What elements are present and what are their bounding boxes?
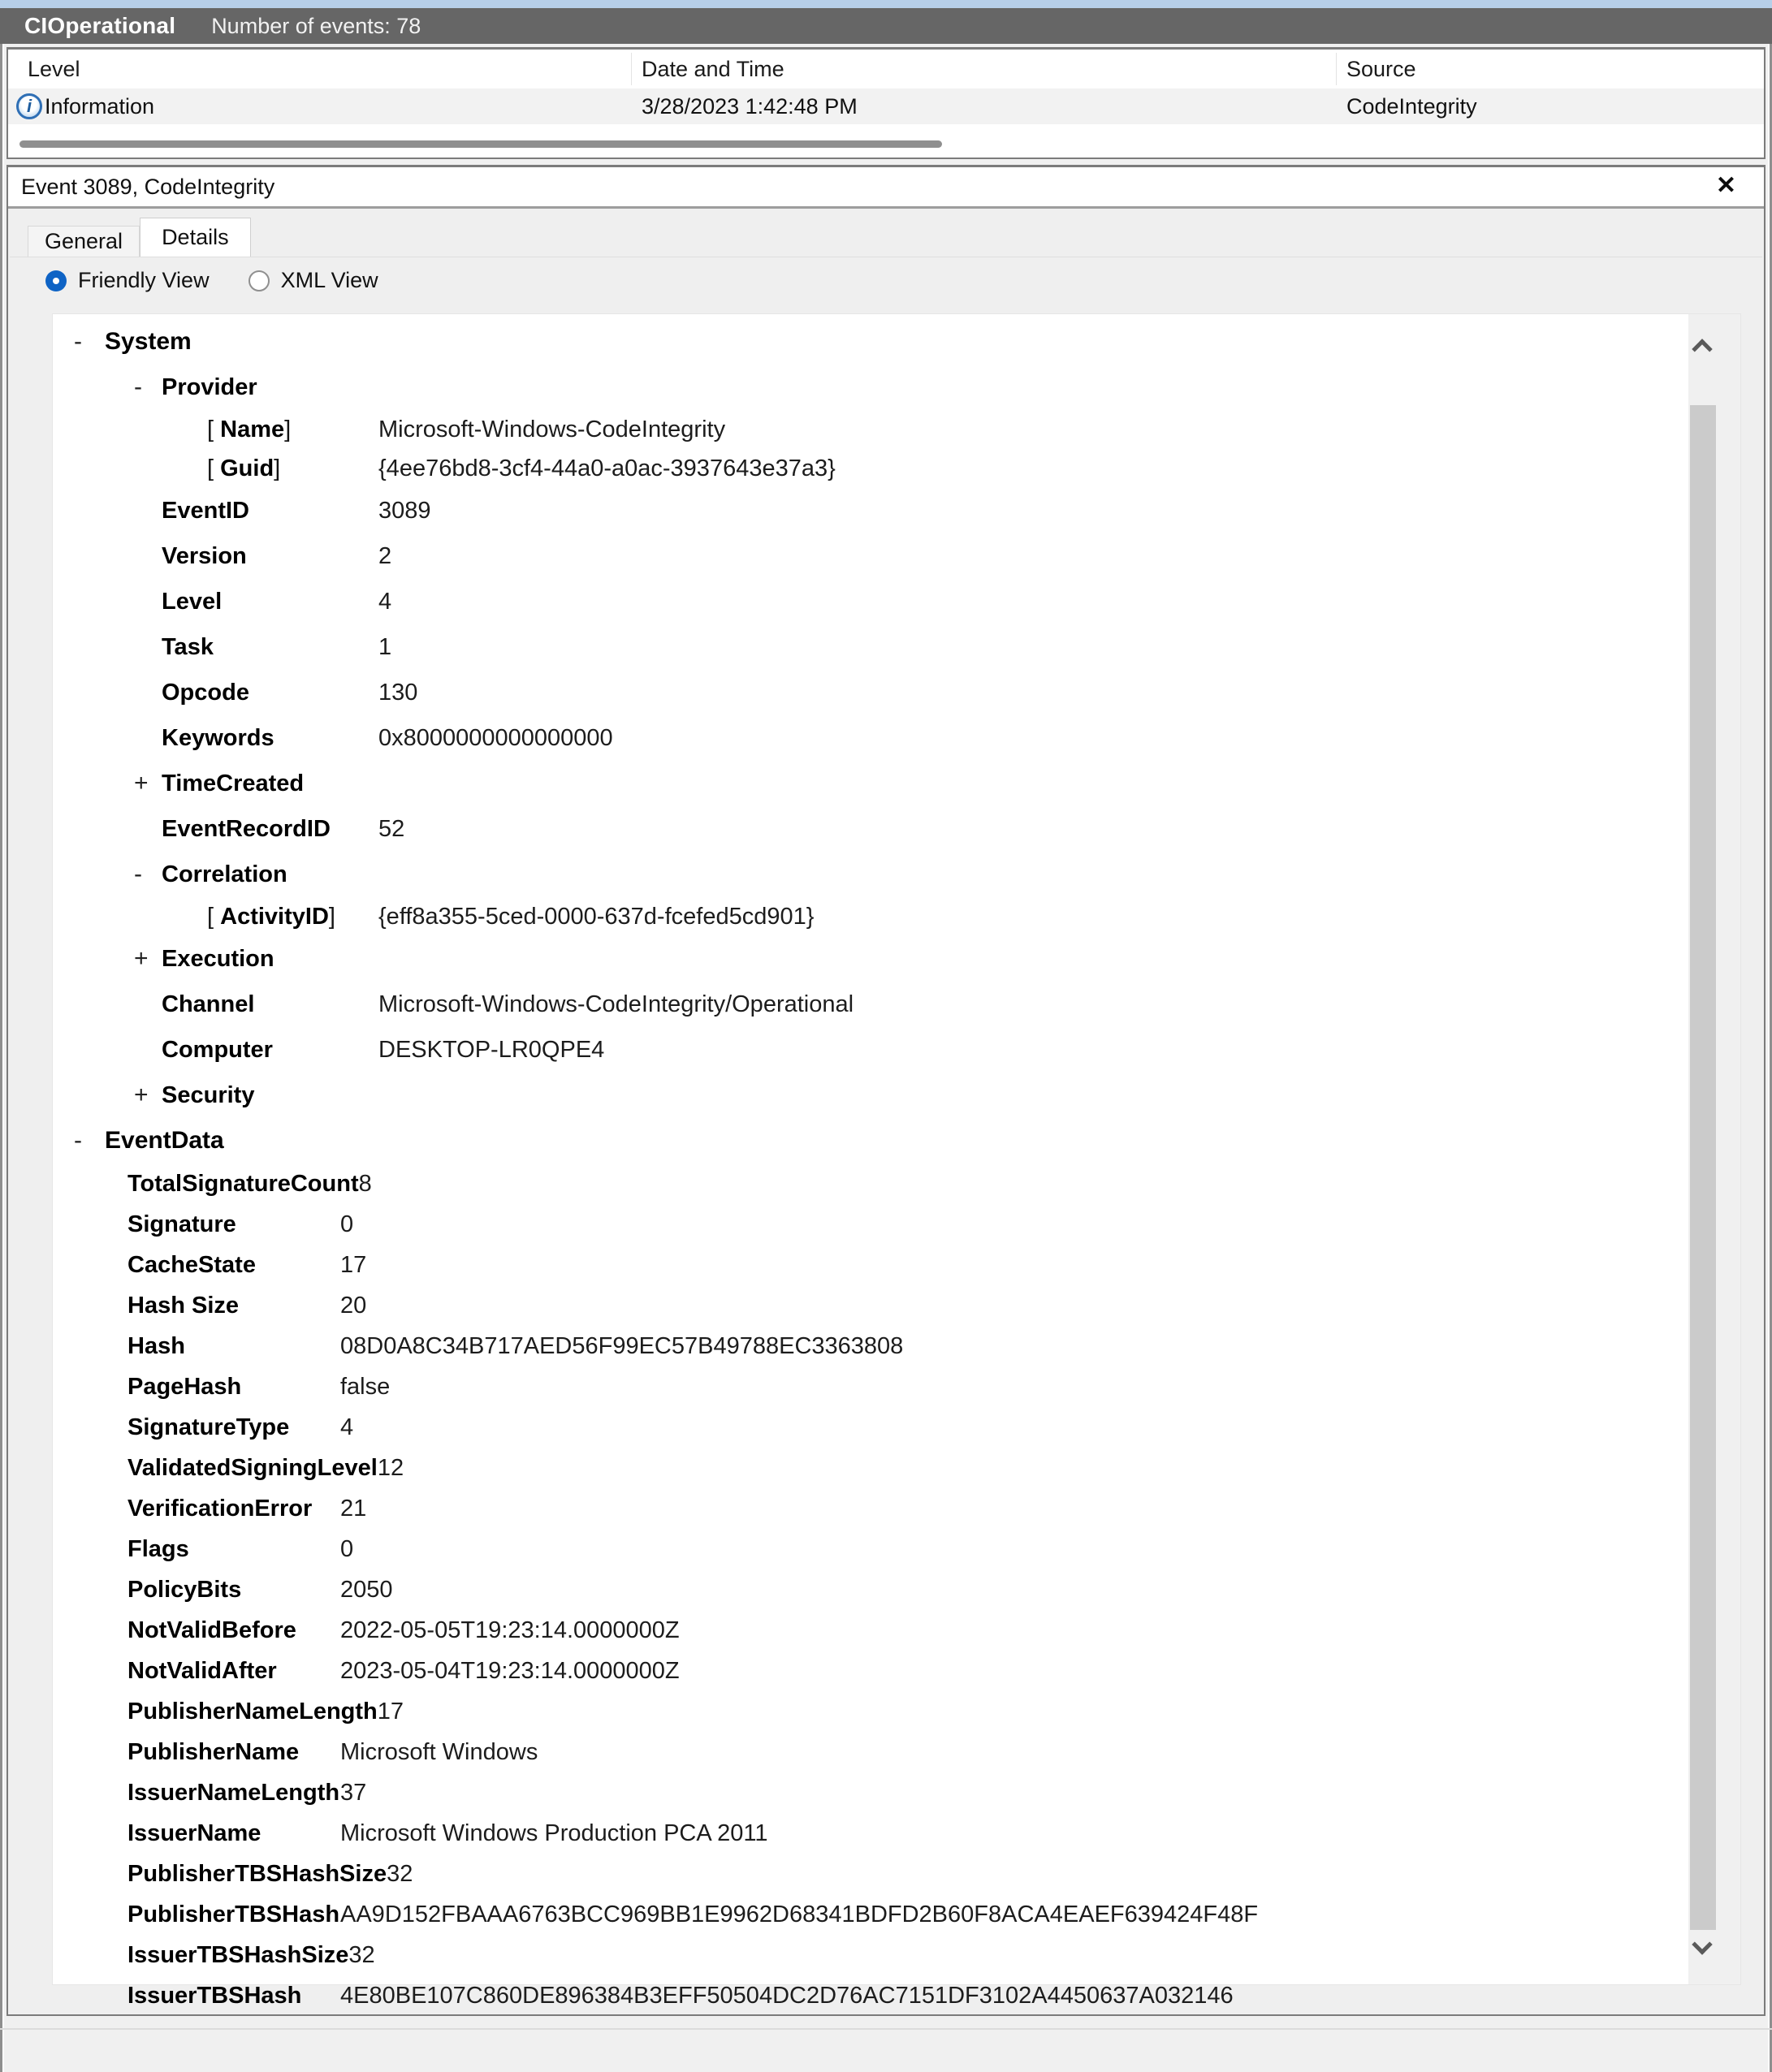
- tree-node-value: 8: [358, 1170, 372, 1197]
- friendly-view-label: Friendly View: [78, 268, 210, 292]
- xml-view-radio[interactable]: [249, 270, 270, 291]
- cell-level: Information: [45, 93, 155, 119]
- column-header-level[interactable]: Level: [28, 56, 80, 81]
- tree-row: [53, 1610, 1687, 1651]
- tree-node-label: Opcode: [162, 679, 249, 706]
- tree-attr-label: [ ActivityID]: [207, 903, 335, 930]
- tree-node-value: 0: [340, 1211, 354, 1237]
- tree-row: [53, 1163, 1687, 1204]
- window-bottom-divider: [0, 2028, 1772, 2030]
- tree-row: [53, 1935, 1687, 1975]
- tree-node-label: IssuerTBSHash: [127, 1982, 302, 2009]
- window-top-border: [0, 0, 1772, 8]
- tree-row: [53, 624, 1687, 670]
- tree-row: [53, 1285, 1687, 1326]
- tree-row: [53, 761, 1687, 806]
- vertical-scrollbar-thumb[interactable]: [1690, 405, 1716, 1930]
- tree-row: [53, 1488, 1687, 1529]
- tree-row: [53, 1326, 1687, 1366]
- tree-node-label: TimeCreated: [162, 770, 305, 796]
- tree-node-label: ValidatedSigningLevel: [127, 1454, 378, 1481]
- tree-node-label: EventData: [105, 1127, 224, 1154]
- tree-node-value: 4: [340, 1414, 354, 1440]
- tree-node-value: 130: [378, 679, 418, 706]
- tree-node-value: 0x8000000000000000: [378, 724, 613, 751]
- tree-row: [53, 982, 1687, 1027]
- tree-node-value: AA9D152FBAAA6763BCC969BB1E9962D68341BDFD2B60F8ACA4EAEF639424F48F: [340, 1901, 1259, 1927]
- tree-row: [53, 410, 1687, 449]
- tree-node-value: 21: [340, 1495, 367, 1522]
- tab-details[interactable]: Details: [140, 218, 251, 257]
- expand-toggle[interactable]: -: [74, 1127, 82, 1154]
- cell-date: 3/28/2023 1:42:48 PM: [642, 93, 858, 119]
- tree-node-label: Correlation: [162, 861, 287, 887]
- tree-node-label: PublisherName: [127, 1738, 300, 1765]
- tree-node-label: PageHash: [127, 1373, 242, 1400]
- tree-node-label: Version: [162, 542, 247, 569]
- tree-rows-container: [53, 319, 1687, 2009]
- tree-row: [53, 1245, 1687, 1285]
- tree-row: [53, 715, 1687, 761]
- tree-node-label: VerificationError: [127, 1495, 313, 1522]
- tree-node-label: PublisherTBSHash: [127, 1901, 340, 1927]
- tree-row: [53, 806, 1687, 852]
- expand-toggle[interactable]: -: [134, 373, 142, 400]
- close-icon[interactable]: ✕: [1715, 172, 1736, 199]
- tree-node-value: false: [340, 1373, 391, 1400]
- tree-node-label: PolicyBits: [127, 1576, 242, 1603]
- tree-node-value: 52: [378, 815, 405, 842]
- tree-node-value: 0: [340, 1535, 354, 1562]
- tree-row: [53, 1691, 1687, 1732]
- cell-source: CodeIntegrity: [1346, 93, 1477, 119]
- tree-row: [53, 1651, 1687, 1691]
- tree-node-value: {eff8a355-5ced-0000-637d-fcefed5cd901}: [378, 903, 815, 930]
- tree-node-value: 32: [387, 1860, 413, 1887]
- tree-row: [53, 936, 1687, 982]
- tree-node-value: 2: [378, 542, 392, 569]
- event-list-table: [6, 47, 1766, 159]
- tree-row: [53, 1027, 1687, 1073]
- tree-attr-label: [ Guid]: [207, 455, 281, 481]
- tree-node-label: Provider: [162, 373, 257, 400]
- tree-node-label: EventID: [162, 497, 249, 524]
- window-left-border: [0, 8, 4, 2072]
- tree-node-label: Keywords: [162, 724, 274, 751]
- tree-node-value: 17: [340, 1251, 367, 1278]
- event-detail-title: Event 3089, CodeIntegrity: [21, 174, 275, 199]
- tree-row: [53, 1975, 1687, 2016]
- tree-row: [53, 319, 1687, 365]
- tree-node-label: Channel: [162, 991, 255, 1017]
- tree-row: [53, 365, 1687, 410]
- tree-row: [53, 897, 1687, 936]
- tree-row: [53, 488, 1687, 533]
- scroll-up-icon[interactable]: [1692, 339, 1712, 359]
- tree-node-value: Microsoft-Windows-CodeIntegrity/Operational: [378, 991, 854, 1017]
- tree-node-value: DESKTOP-LR0QPE4: [378, 1036, 605, 1063]
- header-divider: [8, 206, 1764, 209]
- tree-node-label: System: [105, 328, 192, 355]
- tree-row: [53, 1073, 1687, 1118]
- information-icon: i: [16, 93, 42, 119]
- log-name: CIOperational: [24, 13, 176, 38]
- tree-node-value: 08D0A8C34B717AED56F99EC57B49788EC3363808: [340, 1332, 904, 1359]
- tree-node-label: PublisherNameLength: [127, 1698, 378, 1725]
- tree-row: [53, 1854, 1687, 1894]
- tree-node-value: 4E80BE107C860DE896384B3EFF50504DC2D76AC7151DF3102A4450637A032146: [340, 1982, 1234, 2009]
- tree-node-label: Security: [162, 1081, 255, 1108]
- tree-node-label: NotValidAfter: [127, 1657, 277, 1684]
- tree-row: [53, 1772, 1687, 1813]
- tree-node-value: 2023-05-04T19:23:14.0000000Z: [340, 1657, 680, 1684]
- tabstrip: [28, 218, 251, 257]
- tree-node-value: 2022-05-05T19:23:14.0000000Z: [340, 1617, 680, 1643]
- tree-node-value: Microsoft Windows: [340, 1738, 538, 1765]
- column-divider: [631, 53, 632, 85]
- tree-node-label: Flags: [127, 1535, 189, 1562]
- tree-node-value: Microsoft-Windows-CodeIntegrity: [378, 416, 726, 442]
- tree-node-label: Signature: [127, 1211, 236, 1237]
- tree-row: [53, 670, 1687, 715]
- tree-node-value: 17: [377, 1698, 404, 1725]
- tree-row: [53, 1569, 1687, 1610]
- tree-node-label: IssuerName: [127, 1819, 261, 1846]
- table-row[interactable]: [8, 88, 1764, 124]
- tree-row: [53, 1529, 1687, 1569]
- tree-node-value: {4ee76bd8-3cf4-44a0-a0ac-3937643e37a3}: [378, 455, 836, 481]
- window-right-border: [1768, 8, 1772, 2072]
- tree-row: [53, 1366, 1687, 1407]
- view-mode-options: [45, 268, 378, 293]
- expand-toggle[interactable]: -: [134, 861, 142, 887]
- tree-row: [53, 1894, 1687, 1935]
- tree-node-label: IssuerTBSHashSize: [127, 1941, 349, 1968]
- tree-node-value: 3089: [378, 497, 431, 524]
- events-count: Number of events: 78: [211, 13, 421, 38]
- vertical-scrollbar[interactable]: [1688, 314, 1740, 1984]
- tree-node-value: 2050: [340, 1576, 393, 1603]
- tree-node-label: PublisherTBSHashSize: [127, 1860, 387, 1887]
- tree-node-value: 1: [378, 633, 392, 660]
- tree-node-value: 32: [348, 1941, 375, 1968]
- expand-toggle[interactable]: -: [74, 328, 82, 355]
- tab-general[interactable]: General: [28, 226, 140, 257]
- tree-row: [53, 449, 1687, 488]
- tree-row: [53, 533, 1687, 579]
- tree-row: [53, 1448, 1687, 1488]
- tree-node-value: 4: [378, 588, 392, 615]
- scroll-down-icon[interactable]: [1692, 1934, 1712, 1954]
- table-header-row: [8, 50, 1764, 88]
- tree-row: [53, 1204, 1687, 1245]
- expand-toggle[interactable]: +: [134, 1081, 149, 1108]
- tree-attr-label: [ Name]: [207, 416, 292, 442]
- tree-node-value: 20: [340, 1292, 367, 1319]
- horizontal-scrollbar-thumb[interactable]: [19, 140, 942, 148]
- event-detail-header: [8, 167, 1764, 206]
- tree-node-value: Microsoft Windows Production PCA 2011: [340, 1819, 768, 1846]
- friendly-view-radio[interactable]: [45, 270, 67, 291]
- column-divider: [1336, 53, 1337, 85]
- tree-node-label: Hash Size: [127, 1292, 239, 1319]
- tree-node-label: NotValidBefore: [127, 1617, 296, 1643]
- tree-node-label: EventRecordID: [162, 815, 331, 842]
- tree-node-value: 37: [340, 1779, 367, 1806]
- tree-row: [53, 1118, 1687, 1163]
- tree-row: [53, 1732, 1687, 1772]
- expand-toggle[interactable]: +: [134, 770, 149, 796]
- xml-view-label: XML View: [280, 268, 378, 292]
- column-header-source[interactable]: Source: [1346, 56, 1416, 81]
- tree-row: [53, 852, 1687, 897]
- tree-node-label: IssuerNameLength: [127, 1779, 340, 1806]
- tree-node-label: Computer: [162, 1036, 273, 1063]
- tree-row: [53, 1407, 1687, 1448]
- tree-node-value: 12: [377, 1454, 404, 1481]
- log-title-bar: [0, 8, 1772, 44]
- tree-node-label: Level: [162, 588, 223, 615]
- tree-node-label: CacheState: [127, 1251, 256, 1278]
- tree-row: [53, 579, 1687, 624]
- tree-node-label: TotalSignatureCount: [127, 1170, 359, 1197]
- expand-toggle[interactable]: +: [134, 945, 149, 972]
- column-header-date[interactable]: Date and Time: [642, 56, 784, 81]
- friendly-view-tree: [52, 313, 1741, 2009]
- tree-node-label: Task: [162, 633, 214, 660]
- tree-node-label: Execution: [162, 945, 274, 972]
- event-detail-panel: [6, 165, 1766, 2016]
- tree-row: [53, 1813, 1687, 1854]
- tree-node-label: Hash: [127, 1332, 185, 1359]
- tree-node-label: SignatureType: [127, 1414, 290, 1440]
